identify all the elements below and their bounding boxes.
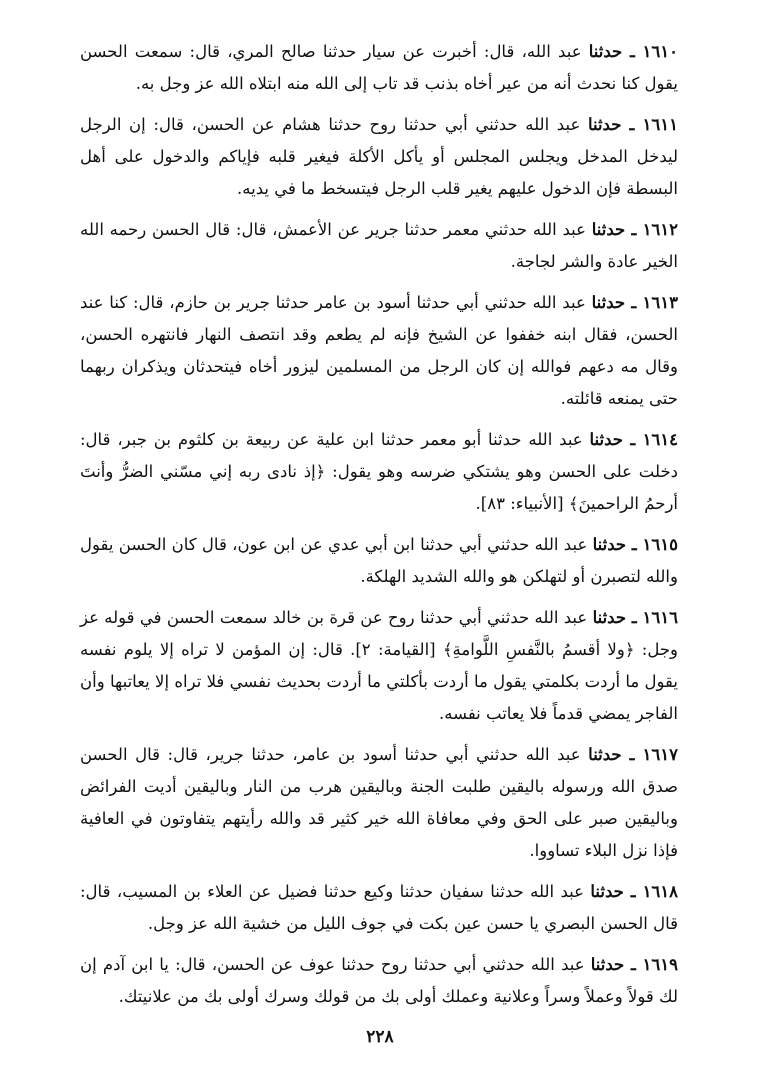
- hadith-number: ١٦١٤: [642, 430, 679, 449]
- number-separator: ـ: [622, 430, 643, 449]
- hadith-number: ١٦١٥: [642, 535, 678, 554]
- hadith-text: عبد الله حدثني أبي حدثنا أسود بن عامر، حدثنا جرير، قال: قال الحسن صدق الله ورسوله باليقين طلبت الجنة وباليقين هرب من النار وباليقين أديت الفرائض وباليقين صبر على الحق وفي معافاة الله خير كثير قد والله رأيتهم يتفاوتون في العافية فإذا نزل البلاء تساووا.: [80, 745, 678, 860]
- hadith-entry-1610: [80, 36, 678, 100]
- narration-keyword: حدثنا: [588, 42, 623, 61]
- number-separator: ـ: [621, 115, 643, 134]
- narration-keyword: حدثنا: [590, 955, 625, 974]
- number-separator: ـ: [626, 535, 643, 554]
- hadith-number: ١٦١٠: [642, 42, 678, 61]
- page-number: ٢٢٨: [366, 1027, 394, 1047]
- hadith-number: ١٦١٩: [642, 955, 678, 974]
- narration-keyword: حدثنا: [592, 535, 627, 554]
- number-separator: ـ: [626, 608, 643, 627]
- number-separator: ـ: [621, 745, 643, 764]
- hadith-text: عبد الله حدثني أبي حدثنا روح عن قرة بن خالد سمعت الحسن في قوله عز وجل: ﴿ولا أقسمُ بالنَّفسِ اللَّوامةِ﴾ [القيامة: ٢]. قال: إن المؤمن لا تراه إلا يلوم نفسه يقول ما أردت بكلمتي يقول ما أردت بأكلتي ما أردت بحديث نفسي فلا تراه إلا يعاتبها وأن الفاجر يمضي قدماً فلا يعاتب نفسه.: [80, 608, 678, 723]
- hadith-entry-1619: [80, 949, 678, 1013]
- number-separator: ـ: [624, 955, 643, 974]
- hadith-entry-1615: [80, 529, 678, 593]
- hadith-number: ١٦١١: [642, 115, 678, 134]
- hadith-entry-1617: [80, 739, 678, 867]
- narration-keyword: حدثنا: [588, 745, 622, 764]
- hadith-entry-1613: [80, 287, 678, 415]
- hadith-entry-1612: [80, 214, 678, 278]
- narration-keyword: حدثنا: [587, 115, 622, 134]
- hadith-number: ١٦١٣: [642, 293, 678, 312]
- narration-keyword: حدثنا: [591, 293, 626, 312]
- hadith-text: عبد الله حدثني أبي حدثنا أسود بن عامر حدثنا جرير بن حازم، قال: كنا عند الحسن، فقال ابنه خففوا عن الشيخ فإنه لم يطعم وقد انتصف النهار فانتهره الحسن، وقال مه دعهم فوالله إن كان الرجل من المسلمين ليزور أخاه فيتحدثان ويذكران ربهما حتى يمنعه قائلته.: [80, 293, 678, 408]
- narration-keyword: حدثنا: [589, 430, 623, 449]
- hadith-text: عبد الله، قال: أخبرت عن سيار حدثنا صالح المري، قال: سمعت الحسن يقول كنا نحدث أنه من عير أخاه بذنب قد تاب إلى الله منه ابتلاه الله عز وجل به.: [80, 42, 678, 93]
- hadith-text: عبد الله حدثني أبي حدثنا روح حدثنا عوف عن الحسن، قال: يا ابن آدم إن لك قولاً وعملاً وسراً وعلانية وعملك أولى بك من قولك وسرك أولى بك من علانيتك.: [80, 955, 678, 1006]
- hadith-text: عبد الله حدثنا أبو معمر حدثنا ابن علية عن ربيعة بن كلثوم بن جبر، قال: دخلت على الحسن وهو يشتكي ضرسه وهو يقول: ﴿إذ نادى ربه إني مسّني الضرُّ وأنتَ أرحمُ الراحمينَ﴾ [الأنبياء: ٨٣].: [80, 430, 678, 513]
- hadith-entry-1611: [80, 109, 678, 205]
- narration-keyword: حدثنا: [591, 220, 626, 239]
- hadith-text: عبد الله حدثني أبي حدثنا روح حدثنا هشام عن الحسن، قال: إن الرجل ليدخل المدخل ويجلس المجلس أو يأكل الأكلة فيغير قلبه فإياكم والدخول على أهل البسطة فإن الدخول عليهم يغير قلب الرجل فيتسخط ما في يديه.: [80, 115, 678, 198]
- hadith-entry-1618: [80, 876, 678, 940]
- hadith-text: عبد الله حدثنا سفيان حدثنا وكيع حدثنا فضيل عن العلاء بن المسيب، قال: قال الحسن البصري يا حسن عين بكت في جوف الليل من خشية الله عز وجل.: [80, 882, 678, 933]
- number-separator: ـ: [622, 42, 643, 61]
- narration-keyword: حدثنا: [592, 608, 627, 627]
- hadith-entry-1616: [80, 602, 678, 730]
- hadith-entry-1614: [80, 424, 678, 520]
- hadith-number: ١٦١٨: [642, 882, 679, 901]
- hadith-text: عبد الله حدثني معمر حدثنا جرير عن الأعمش، قال: قال الحسن رحمه الله الخير عادة والشر لجاجة.: [80, 220, 678, 271]
- number-separator: ـ: [625, 220, 643, 239]
- number-separator: ـ: [623, 882, 643, 901]
- narration-keyword: حدثنا: [590, 882, 624, 901]
- hadith-number: ١٦١٦: [642, 608, 678, 627]
- hadith-number: ١٦١٧: [642, 745, 678, 764]
- number-separator: ـ: [625, 293, 643, 312]
- hadith-text: عبد الله حدثني أبي حدثنا ابن أبي عدي عن ابن عون، قال كان الحسن يقول والله لتصبرن أو لتهلكن هو والله الشديد الهلكة.: [80, 535, 678, 586]
- hadith-number: ١٦١٢: [642, 220, 679, 239]
